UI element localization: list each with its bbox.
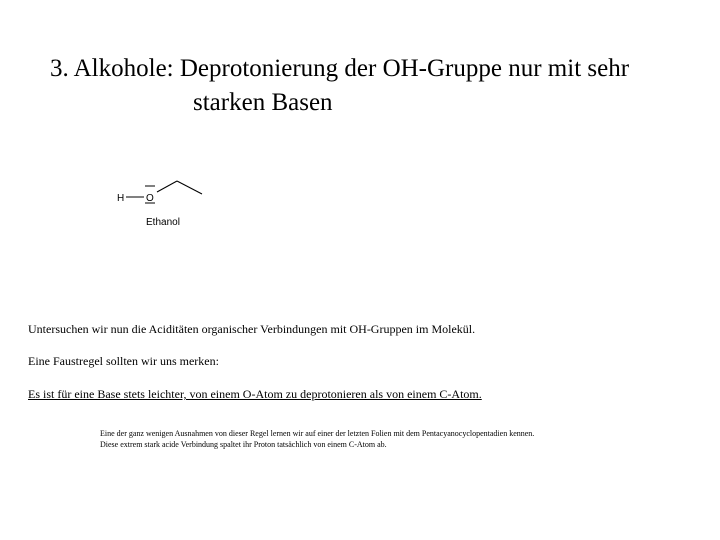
slide-title [50, 52, 710, 120]
footnote-line-1: Eine der ganz wenigen Ausnahmen von dieser Regel lernen wir auf einer der letzten Folien mit dem Pentacyanocyclopentadien kennen. [100, 429, 535, 438]
atom-h-label: H [117, 193, 125, 204]
intro-paragraph: Untersuchen wir nun die Aciditäten organischer Verbindungen mit OH-Gruppen im Molekül. [28, 322, 476, 336]
title-line-1: 3. Alkohole: Deprotonierung der OH-Gruppe nur mit sehr [50, 55, 630, 82]
compound-name-label: Ethanol [146, 217, 180, 228]
ethanol-structure-drawing [110, 172, 220, 232]
footnote-line-2: Diese extrem stark acide Verbindung spaltet ihr Proton tatsächlich von einem C-Atom ab. [100, 440, 387, 449]
c-c-bond [177, 181, 202, 194]
ethanol-structure [110, 172, 220, 232]
atom-o-label: O [146, 193, 154, 204]
title-line-2: starken Basen [193, 89, 333, 116]
rule-intro-paragraph: Eine Faustregel sollten wir uns merken: [28, 354, 219, 368]
rule-statement: Es ist für eine Base stets leichter, von einem O-Atom zu deprotonieren als von einem C-Atom. [28, 387, 482, 401]
o-c-bond [157, 181, 177, 192]
footnote [100, 428, 534, 450]
